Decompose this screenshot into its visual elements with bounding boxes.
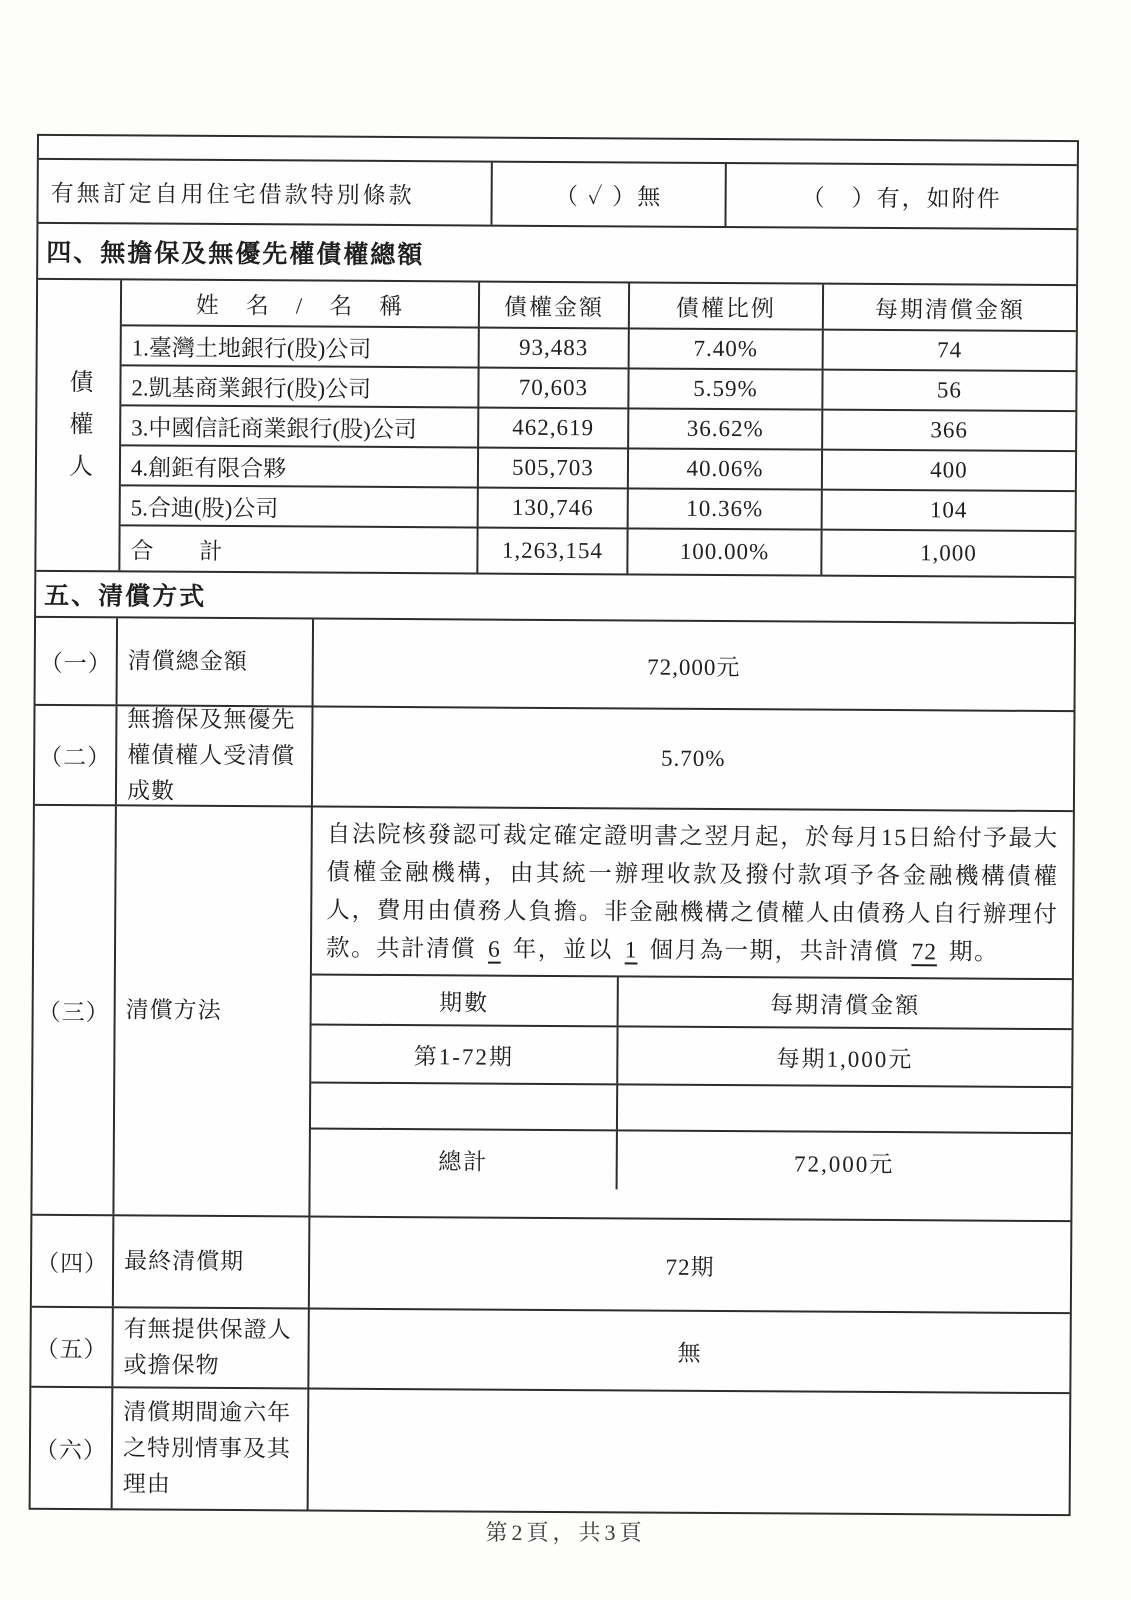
paragraph-text: 自法院核發認可裁定確定證明書之翌月起，於每月15日給付予最大債權金融機構，由其統一辦理收款及撥付款項予各金融機構債權人，費用由債務人負擔。非金融機構之債權人由債務人自行辦理付款。共計清償 (325, 821, 1059, 963)
schedule-period: 第1-72期 (413, 1043, 515, 1070)
repayment-method-paragraph (312, 808, 1073, 979)
item-label: 清償期間逾六年之特別情事及其理由 (111, 1388, 308, 1509)
periods-underlined-value: 72 (911, 939, 938, 966)
claim-ratio: 40.06% (627, 449, 821, 488)
claim-amount: 130,746 (477, 489, 627, 528)
claim-amount: 505,703 (477, 449, 627, 488)
item-number: （三） (37, 999, 110, 1025)
item-label: 無擔保及無優先權債權人受清償成數 (115, 706, 312, 805)
per-period-amount: 400 (821, 451, 1075, 491)
per-period-amount: 74 (822, 331, 1076, 371)
paragraph-text: 年，並以 (512, 936, 613, 964)
item-label: 清償總金額 (116, 618, 313, 705)
claim-ratio: 5.59% (627, 369, 821, 408)
creditor-row (121, 446, 1075, 492)
schedule-total-amount: 72,000元 (616, 1131, 1071, 1192)
total-claim-amount: 1,263,154 (476, 529, 626, 574)
claim-amount: 93,483 (478, 329, 628, 368)
item-value (307, 1389, 1070, 1514)
schedule-total-row (311, 1130, 1071, 1193)
item-value: 72,000元 (312, 620, 1075, 711)
claim-ratio: 36.62% (627, 409, 821, 448)
item-repayment-method (32, 804, 1072, 1220)
item-number: （五） (35, 1336, 108, 1362)
per-period-amount: 56 (821, 371, 1075, 411)
item-repayment-total (36, 616, 1075, 710)
creditor-total-row (120, 526, 1074, 576)
schedule-amount (616, 1085, 1071, 1132)
item-guarantor (31, 1306, 1069, 1392)
per-period-amount: 104 (821, 491, 1075, 531)
creditor-table-header (122, 280, 1076, 332)
item-number: （二） (39, 744, 112, 770)
creditor-name: 3.中國信託商業銀行(股)公司 (131, 414, 417, 442)
header-per-period-amount: 每期清償金額 (822, 285, 1076, 331)
per-period-amount: 366 (821, 411, 1075, 451)
item-number: （六） (34, 1437, 108, 1463)
schedule-empty-row (311, 1084, 1071, 1135)
months-underlined-value: 1 (624, 937, 638, 964)
schedule-amount: 每期1,000元 (616, 1027, 1071, 1086)
item-label: 清償方法 (112, 806, 310, 1215)
item-value: 5.70% (311, 708, 1074, 811)
header-claim-ratio: 債權比例 (628, 283, 822, 328)
claim-amount: 70,603 (477, 369, 627, 408)
housing-clause-row (38, 158, 1076, 228)
schedule-period (311, 1084, 616, 1130)
creditor-name: 2.凱基商業銀行(股)公司 (131, 374, 372, 402)
item-label: 有無提供保證人或擔保物 (111, 1308, 307, 1387)
document-form (29, 134, 1079, 1516)
housing-clause-yes-option: （ ）有，如附件 (724, 164, 1076, 228)
item-final-period (32, 1214, 1071, 1312)
total-label: 合 計 (130, 537, 223, 564)
years-underlined-value: 6 (487, 936, 501, 963)
paragraph-text: 個月為一期，共計清償 (649, 937, 900, 966)
section4-title: 四、無擔保及無優先權債權總額 (38, 222, 1076, 284)
schedule-header-row (312, 976, 1072, 1031)
creditor-row (121, 406, 1075, 452)
housing-clause-no-option: （ ✓ ）無 (490, 163, 724, 226)
item-repayment-ratio (35, 704, 1074, 810)
item-number: （四） (36, 1250, 109, 1276)
item-label: 最終清償期 (112, 1216, 309, 1307)
creditor-row (122, 326, 1076, 372)
claim-ratio: 10.36% (627, 489, 821, 528)
creditor-name: 5.合迪(股)公司 (130, 494, 279, 521)
creditor-row (121, 366, 1075, 412)
section5-title: 五、清償方式 (36, 570, 1074, 622)
claim-amount: 462,619 (477, 409, 627, 448)
creditor-name: 4.創鉅有限合夥 (130, 454, 287, 481)
item-value: 72期 (308, 1217, 1071, 1312)
creditor-vertical-label: 債權人 (64, 368, 92, 496)
schedule-header-amount: 每期清償金額 (617, 977, 1072, 1028)
schedule-header-period: 期數 (439, 989, 490, 1016)
total-claim-ratio: 100.00% (626, 529, 820, 574)
paragraph-text: 期。 (948, 939, 1000, 966)
header-claim-amount: 債權金額 (478, 283, 628, 328)
housing-clause-label: 有無訂定自用住宅借款特別條款 (50, 180, 415, 208)
creditor-table (36, 278, 1076, 576)
repayment-schedule-table (310, 974, 1071, 1221)
item-number: （一） (39, 650, 112, 676)
schedule-total-label: 總計 (438, 1148, 489, 1175)
creditor-row (121, 486, 1075, 532)
item-over-six-years (31, 1386, 1070, 1514)
schedule-row (311, 1026, 1071, 1089)
claim-ratio: 7.40% (628, 329, 822, 368)
item-value: 無 (307, 1309, 1069, 1392)
header-name: 姓 名 / 名 稱 (195, 292, 405, 319)
page-number-footer: 第2頁，共3頁 (485, 1520, 646, 1545)
total-per-period-amount: 1,000 (820, 531, 1074, 577)
creditor-name: 1.臺灣土地銀行(股)公司 (131, 334, 372, 362)
